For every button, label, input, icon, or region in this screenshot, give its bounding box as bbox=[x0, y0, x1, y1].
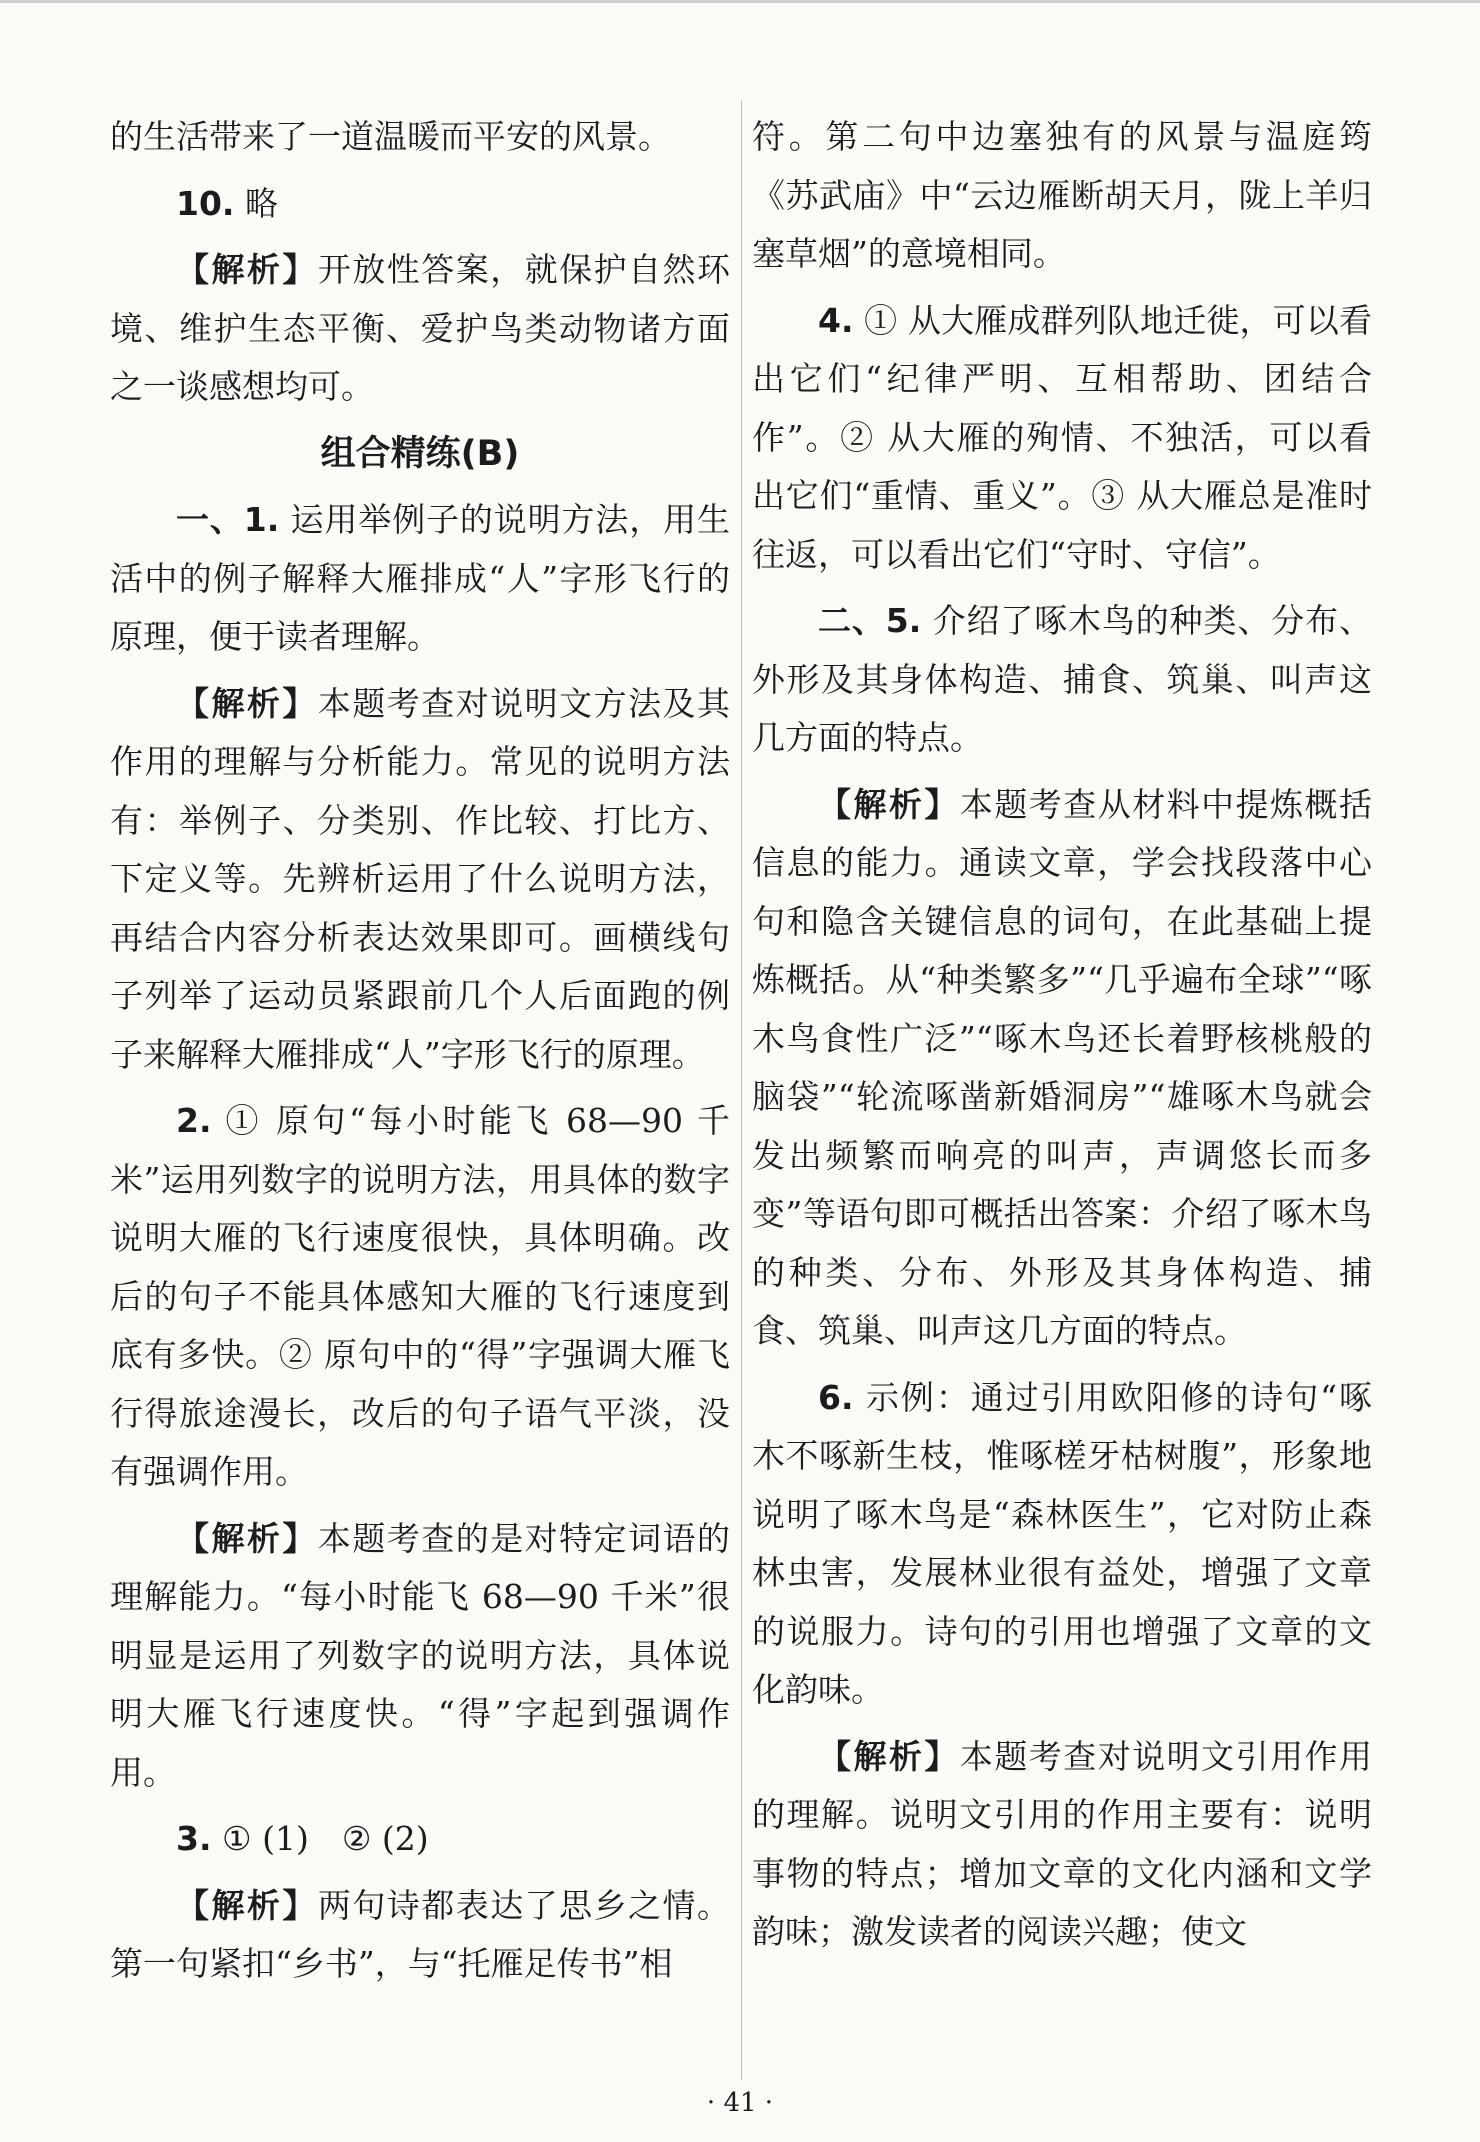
analysis-tag: 【解析】 bbox=[176, 1885, 318, 1925]
question-number: 10. bbox=[176, 183, 235, 223]
continued-paragraph: 符。第二句中边塞独有的风景与温庭筠《苏武庙》中“云边雁断胡天月，陇上羊归塞草烟”的意境相同。 bbox=[752, 117, 1372, 273]
question-number: 3. bbox=[176, 1819, 212, 1858]
top-edge-line bbox=[0, 0, 1480, 3]
answer-3 bbox=[110, 1810, 730, 1869]
analysis-10 bbox=[110, 241, 730, 417]
analysis-text: 本题考查从材料中提炼概括信息的能力。通读文章，学会找段落中心句和隐含关键信息的词句，在此基础上提炼概括。从“种类繁多”“几乎遍布全球”“啄木鸟食性广泛”“啄木鸟还长着野核桃般的脑袋”“轮流啄凿新婚洞房”“雄啄木鸟就会发出频繁而响亮的叫声，声调悠长而多变”等语句即可概括出答案：介绍了啄木鸟的种类、分布、外形及其身体构造、捕食、筑巢、叫声这几方面的特点。 bbox=[752, 784, 1373, 1350]
section-title: 组合精练(B) bbox=[320, 433, 520, 474]
answer-1 bbox=[110, 491, 730, 667]
left-column bbox=[110, 108, 730, 2002]
analysis-tag: 【解析】 bbox=[818, 784, 960, 824]
question-number: 6. bbox=[818, 1377, 854, 1417]
analysis-tag: 【解析】 bbox=[176, 250, 318, 289]
question-number: 二、5. bbox=[818, 601, 922, 640]
analysis-1 bbox=[110, 675, 730, 1085]
page-number: · 41 · bbox=[706, 2088, 774, 2118]
answer-2 bbox=[110, 1092, 730, 1502]
analysis-text: 开放性答案，就保护自然环境、维护生态平衡、爱护鸟类动物诸方面之一谈感想均可。 bbox=[110, 250, 731, 406]
answer-text: ① 从大雁成群列队地迁徙，可以看出它们“纪律严明、互相帮助、团结合作”。② 从大雁的殉情、不独活，可以看出它们“重情、重义”。③ 从大雁总是准时往返，可以看出它们“守时、守信”。 bbox=[752, 300, 1372, 574]
answer-text: ① (1) ② (2) bbox=[222, 1819, 429, 1858]
analysis-tag: 【解析】 bbox=[818, 1736, 960, 1776]
answer-5 bbox=[752, 592, 1372, 768]
analysis-6 bbox=[752, 1728, 1372, 1962]
analysis-text: 本题考查的是对特定词语的理解能力。“每小时能飞 68—90 千米”很明显是运用了列数字的说明方法，具体说明大雁飞行速度快。“得”字起到强调作用。 bbox=[110, 1518, 731, 1792]
analysis-text: 本题考查对说明文引用作用的理解。说明文引用的作用主要有：说明事物的特点；增加文章的文化内涵和文学韵味；激发读者的阅读兴趣；使文 bbox=[752, 1736, 1373, 1951]
answer-text: 示例：通过引用欧阳修的诗句“啄木不啄新生枝，惟啄槎牙枯树腹”，形象地说明了啄木鸟是“森林医生”，它对防止森林虫害，发展林业很有益处，增强了文章的说服力。诗句的引用也增强了文章的文化韵味。 bbox=[752, 1377, 1372, 1709]
continued-paragraph: 的生活带来了一道温暖而平安的风景。 bbox=[110, 117, 671, 156]
answer-text: 介绍了啄木鸟的种类、分布、外形及其身体构造、捕食、筑巢、叫声这几方面的特点。 bbox=[752, 601, 1372, 757]
analysis-3 bbox=[110, 1877, 730, 1994]
answer-text: ① 原句“每小时能飞 68—90 千米”运用列数字的说明方法，用具体的数字说明大雁的飞行速度很快，具体明确。改后的句子不能具体感知大雁的飞行速度到底有多快。② 原句中的“得”字强调大雁飞行得旅途漫长，改后的句子语气平淡，没有强调作用。 bbox=[110, 1101, 730, 1491]
answer-text: 略 bbox=[244, 183, 278, 223]
answer-text: 运用举例子的说明方法，用生活中的例子解释大雁排成“人”字形飞行的原理，便于读者理解。 bbox=[110, 500, 730, 656]
analysis-tag: 【解析】 bbox=[176, 1518, 318, 1558]
question-number: 一、1. bbox=[176, 500, 280, 539]
question-number: 2. bbox=[176, 1101, 212, 1140]
answer-4 bbox=[752, 292, 1372, 585]
column-divider bbox=[741, 100, 742, 2080]
answer-10 bbox=[110, 175, 730, 234]
right-column bbox=[752, 108, 1372, 1970]
analysis-5 bbox=[752, 776, 1372, 1361]
answer-6 bbox=[752, 1369, 1372, 1720]
question-number: 4. bbox=[818, 300, 854, 340]
analysis-tag: 【解析】 bbox=[176, 683, 318, 723]
analysis-text: 两句诗都表达了思乡之情。第一句紧扣“乡书”，与“托雁足传书”相 bbox=[110, 1885, 731, 1983]
analysis-2 bbox=[110, 1510, 730, 1803]
analysis-text: 本题考查对说明文方法及其作用的理解与分析能力。常见的说明方法有：举例子、分类别、作比较、打比方、下定义等。先辨析运用了什么说明方法，再结合内容分析表达效果即可。画横线句子列举了运动员紧跟前几个人后面跑的例子来解释大雁排成“人”字形飞行的原理。 bbox=[110, 683, 731, 1074]
